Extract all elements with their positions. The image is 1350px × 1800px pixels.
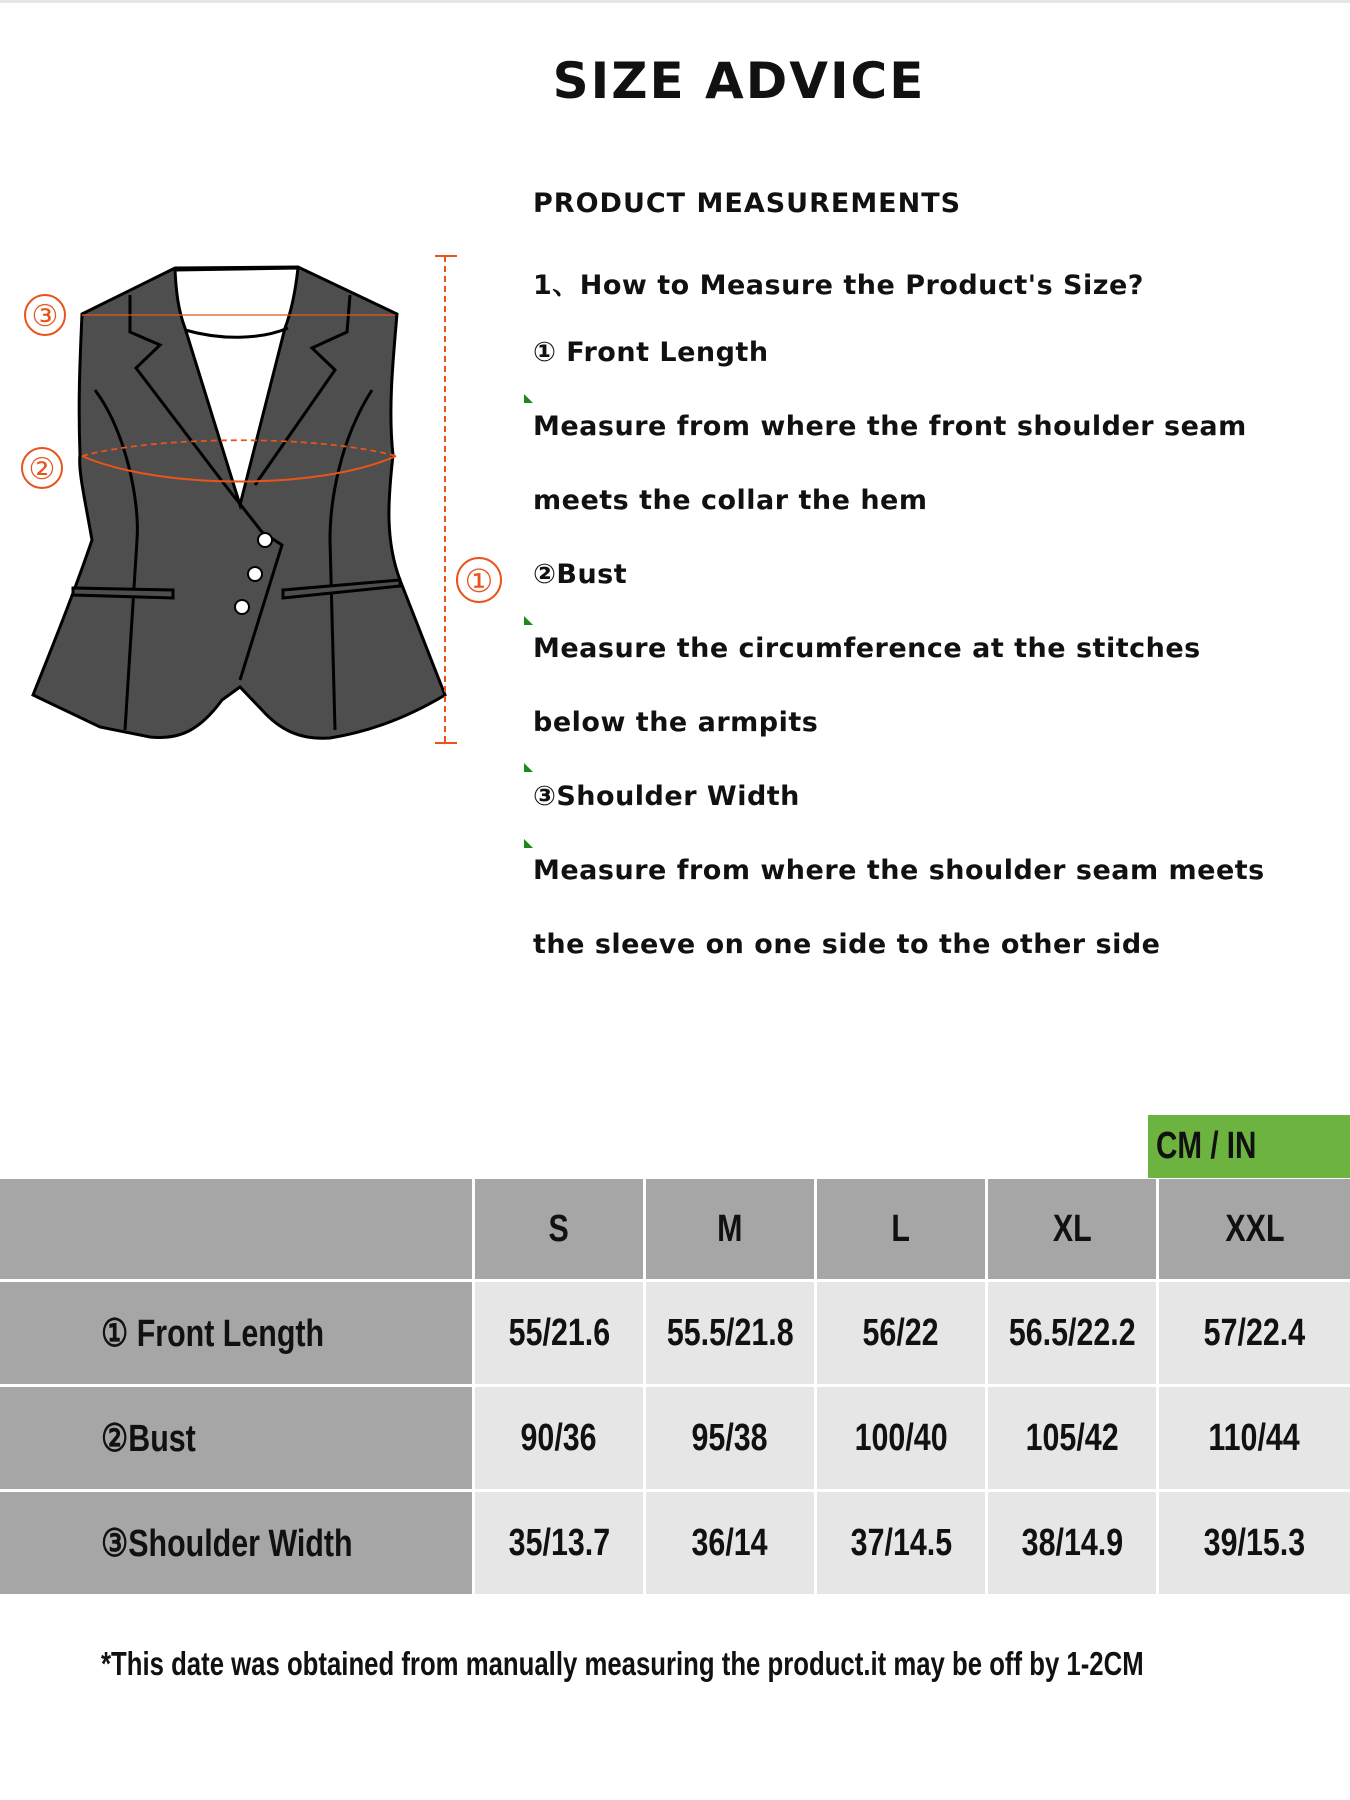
table-cell: 57/22.4 [1158, 1281, 1350, 1386]
size-table [0, 1179, 1350, 1597]
bullet-mark [524, 616, 533, 625]
row-label: ① Front Length [0, 1281, 474, 1386]
section-heading: PRODUCT MEASUREMENTS [533, 188, 962, 219]
table-cell: 56/22 [816, 1281, 987, 1386]
row-label: ②Bust [0, 1386, 474, 1491]
table-header-row [0, 1179, 1350, 1281]
bullet-mark [524, 394, 533, 403]
table-cell: 56.5/22.2 [987, 1281, 1158, 1386]
vest-diagram [0, 240, 520, 920]
instruction-heading: 1、How to Measure the Product's Size? [533, 270, 1144, 301]
unit-label: CM / IN [1156, 1125, 1257, 1167]
table-cell: 38/14.9 [987, 1491, 1158, 1596]
table-row [0, 1491, 1350, 1596]
header-cell: XL [987, 1179, 1158, 1281]
bust-desc-1: Measure the circumference at the stitches [533, 633, 1201, 664]
marker-2: ② [28, 453, 56, 486]
shoulder-desc-2: the sleeve on one side to the other side [533, 929, 1161, 960]
page-title: SIZE ADVICE [552, 52, 926, 110]
front-length-heading: ① Front Length [533, 337, 769, 368]
header-cell: XXL [1158, 1179, 1350, 1281]
table-cell: 55/21.6 [474, 1281, 645, 1386]
table-row [0, 1281, 1350, 1386]
row-label: ③Shoulder Width [0, 1491, 474, 1596]
table-cell: 55.5/21.8 [645, 1281, 816, 1386]
header-cell: L [816, 1179, 987, 1281]
top-border [0, 0, 1350, 3]
table-cell: 100/40 [816, 1386, 987, 1491]
bust-desc-2: below the armpits [533, 707, 819, 738]
footnote: *This date was obtained from manually measuring the product.it may be off by 1-2CM [101, 1645, 1144, 1682]
table-cell: 39/15.3 [1158, 1491, 1350, 1596]
unit-badge [1148, 1115, 1350, 1178]
front-length-desc-1: Measure from where the front shoulder seam [533, 411, 1247, 442]
header-cell: M [645, 1179, 816, 1281]
table-cell: 37/14.5 [816, 1491, 987, 1596]
front-length-desc-2: meets the collar the hem [533, 485, 928, 516]
table-cell: 35/13.7 [474, 1491, 645, 1596]
bullet-mark [524, 839, 533, 848]
shoulder-heading: ③Shoulder Width [533, 781, 800, 812]
table-cell: 105/42 [987, 1386, 1158, 1491]
header-cell: S [474, 1179, 645, 1281]
table-cell: 90/36 [474, 1386, 645, 1491]
bust-heading: ②Bust [533, 559, 628, 590]
table-cell: 95/38 [645, 1386, 816, 1491]
bullet-mark [524, 763, 533, 772]
table-row [0, 1386, 1350, 1491]
shoulder-desc-1: Measure from where the shoulder seam meets [533, 855, 1265, 886]
marker-3: ③ [31, 300, 59, 333]
marker-1: ① [464, 563, 494, 599]
table-cell: 110/44 [1158, 1386, 1350, 1491]
table-cell: 36/14 [645, 1491, 816, 1596]
header-cell [0, 1179, 474, 1281]
